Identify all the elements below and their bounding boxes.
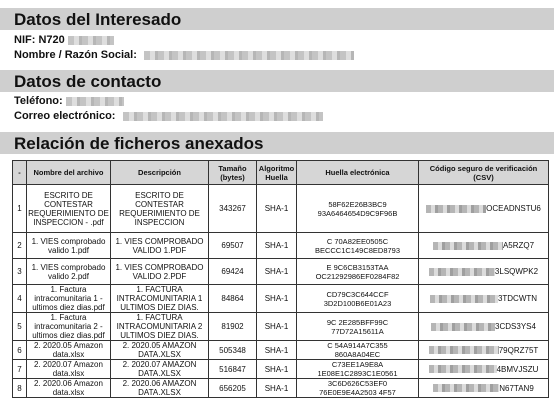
nif-value: N720 bbox=[38, 34, 65, 46]
row-index: 2 bbox=[13, 233, 27, 259]
hash-line-2: OC21292986EF0284F82 bbox=[315, 271, 400, 281]
file-size: 81902 bbox=[209, 313, 257, 341]
file-hash bbox=[297, 341, 419, 360]
file-name: 2. 2020.05 Amazon data.xlsx bbox=[27, 341, 111, 360]
file-description: 1. FACTURA INTRACOMUNITARIA 1 ULTIMOS DIEZ DIAS. bbox=[111, 285, 209, 313]
nombre-label: Nombre / Razón Social: bbox=[14, 49, 137, 61]
col-header-nombre: Nombre del archivo bbox=[27, 161, 111, 185]
section-interesado bbox=[0, 0, 554, 63]
file-csv bbox=[419, 360, 549, 379]
hash-line-2: BECCC1C149C8ED8793 bbox=[314, 245, 401, 255]
csv-visible: 4BMVJSZU bbox=[496, 364, 539, 374]
section-ficheros bbox=[0, 124, 554, 398]
col-header-tamano: Tamaño (bytes) bbox=[209, 161, 257, 185]
file-hash bbox=[297, 313, 419, 341]
file-name: ESCRITO DE CONTESTAR REQUERIMIENTO DE INSPECCION - .pdf bbox=[27, 185, 111, 233]
redaction-csv bbox=[433, 384, 499, 392]
row-index: 3 bbox=[13, 259, 27, 285]
hash-line-1: E 9C6CB3153TAA bbox=[326, 262, 389, 272]
col-header-csv: Código seguro de verificación (CSV) bbox=[419, 161, 549, 185]
section-title-interesado: Datos del Interesado bbox=[0, 8, 554, 30]
file-csv bbox=[419, 285, 549, 313]
redaction-nif bbox=[68, 36, 114, 45]
csv-visible: N67TAN9 bbox=[499, 383, 534, 393]
table-row bbox=[13, 379, 549, 398]
files-table bbox=[12, 160, 549, 398]
row-index: 4 bbox=[13, 285, 27, 313]
file-hash bbox=[297, 360, 419, 379]
file-algorithm: SHA-1 bbox=[257, 285, 297, 313]
file-algorithm: SHA-1 bbox=[257, 313, 297, 341]
file-csv bbox=[419, 259, 549, 285]
table-row bbox=[13, 259, 549, 285]
file-csv bbox=[419, 185, 549, 233]
file-hash bbox=[297, 259, 419, 285]
nif-row bbox=[0, 33, 554, 48]
col-header-algoritmo: Algoritmo Huella bbox=[257, 161, 297, 185]
file-hash bbox=[297, 285, 419, 313]
table-row bbox=[13, 341, 549, 360]
file-name: 1. Factura intracomunitaria 1 - ultimos diez dias.pdf bbox=[27, 285, 111, 313]
file-name: 1. Factura intracomunitaria 2 - ultimos diez dias.pdf bbox=[27, 313, 111, 341]
redaction-nombre bbox=[144, 51, 354, 60]
file-hash bbox=[297, 185, 419, 233]
file-algorithm: SHA-1 bbox=[257, 360, 297, 379]
file-description: 1. VIES COMPROBADO VALIDO 2.PDF bbox=[111, 259, 209, 285]
table-row bbox=[13, 285, 549, 313]
hash-line-2: 3D2D100B6E01A23 bbox=[323, 298, 392, 308]
hash-line-1: C 70A82EE0505C bbox=[326, 236, 389, 246]
file-name: 2. 2020.07 Amazon data.xlsx bbox=[27, 360, 111, 379]
section-title-ficheros: Relación de ficheros anexados bbox=[0, 132, 554, 154]
redaction-csv bbox=[429, 365, 497, 373]
col-header-descripcion: Descripción bbox=[111, 161, 209, 185]
telefono-label: Teléfono: bbox=[14, 95, 63, 107]
telefono-row bbox=[0, 94, 554, 109]
hash-line-2: 77D72A15611A bbox=[331, 326, 384, 336]
file-csv bbox=[419, 313, 549, 341]
file-description: 1. FACTURA INTRACOMUNITARIA 2 ULTIMOS DIEZ DIAS. bbox=[111, 313, 209, 341]
correo-label: Correo electrónico: bbox=[14, 110, 116, 122]
file-csv bbox=[419, 233, 549, 259]
file-size: 84864 bbox=[209, 285, 257, 313]
redaction-correo bbox=[123, 112, 323, 121]
csv-visible: 3CDS3YS4 bbox=[495, 322, 536, 331]
file-hash bbox=[297, 379, 419, 398]
file-name: 2. 2020.06 Amazon data.xlsx bbox=[27, 379, 111, 398]
hash-line-1: C 54A914A7C355 bbox=[327, 341, 388, 350]
nombre-row bbox=[0, 48, 554, 63]
csv-visible: 3LSQWPK2 bbox=[494, 267, 539, 276]
csv-visible: 79QRZ75T bbox=[498, 345, 539, 355]
file-algorithm: SHA-1 bbox=[257, 379, 297, 398]
hash-line-1: 58F62E26B3BC9 bbox=[328, 199, 387, 209]
table-row bbox=[13, 233, 549, 259]
file-description: 2. 2020.07 AMAZON DATA.XLSX bbox=[111, 360, 209, 379]
redaction-csv bbox=[433, 242, 503, 250]
hash-line-2: 93A6464654D9C9F96B bbox=[317, 208, 398, 218]
nif-label: NIF: bbox=[14, 34, 36, 46]
file-size: 656205 bbox=[209, 379, 257, 398]
file-csv bbox=[419, 341, 549, 360]
hash-line-1: 9C 2E285BFF99C bbox=[326, 317, 389, 327]
redaction-csv bbox=[430, 295, 498, 303]
hash-line-1: 3C6D626C53EF0 bbox=[327, 379, 388, 388]
file-size: 69507 bbox=[209, 233, 257, 259]
file-size: 505348 bbox=[209, 341, 257, 360]
col-header-huella: Huella electrónica bbox=[297, 161, 419, 185]
hash-line-2: 1E08E1C2893C1E0561 bbox=[317, 369, 398, 378]
table-row bbox=[13, 313, 549, 341]
file-algorithm: SHA-1 bbox=[257, 259, 297, 285]
row-index: 7 bbox=[13, 360, 27, 379]
file-description: ESCRITO DE CONTESTAR REQUERIMIENTO DE INSPECCION bbox=[111, 185, 209, 233]
file-description: 2. 2020.06 AMAZON DATA.XLSX bbox=[111, 379, 209, 398]
file-name: 1. VIES comprobado valido 2.pdf bbox=[27, 259, 111, 285]
section-title-contacto: Datos de contacto bbox=[0, 70, 554, 92]
file-size: 69424 bbox=[209, 259, 257, 285]
hash-line-2: 76E0E9E4A2503 4F57 bbox=[319, 388, 396, 397]
table-row bbox=[13, 360, 549, 379]
file-description: 2. 2020.05 AMAZON DATA.XLSX bbox=[111, 341, 209, 360]
hash-line-1: C73EE1A9E8A bbox=[331, 360, 384, 369]
correo-row bbox=[0, 109, 554, 124]
file-algorithm: SHA-1 bbox=[257, 341, 297, 360]
row-index: 5 bbox=[13, 313, 27, 341]
redaction-csv bbox=[429, 346, 499, 354]
row-index: 8 bbox=[13, 379, 27, 398]
redaction-csv bbox=[426, 205, 486, 213]
file-algorithm: SHA-1 bbox=[257, 233, 297, 259]
file-description: 1. VIES COMPROBADO VALIDO 1.PDF bbox=[111, 233, 209, 259]
redaction-csv bbox=[431, 323, 495, 331]
table-row bbox=[13, 185, 549, 233]
file-name: 1. VIES comprobado valido 1.pdf bbox=[27, 233, 111, 259]
file-hash bbox=[297, 233, 419, 259]
file-csv bbox=[419, 379, 549, 398]
csv-visible: 3TDCWTN bbox=[497, 294, 538, 303]
file-algorithm: SHA-1 bbox=[257, 185, 297, 233]
row-index: 6 bbox=[13, 341, 27, 360]
table-header-row bbox=[13, 161, 549, 185]
section-contacto bbox=[0, 63, 554, 124]
col-header-index: - bbox=[13, 161, 27, 185]
file-size: 516847 bbox=[209, 360, 257, 379]
redaction-csv bbox=[429, 268, 495, 276]
csv-visible: A5RZQ7 bbox=[502, 241, 535, 250]
row-index: 1 bbox=[13, 185, 27, 233]
hash-line-1: CD79C3C644CCF bbox=[326, 289, 389, 299]
hash-line-2: 860A8A04EC bbox=[334, 350, 381, 359]
csv-visible: OCEADNSTU6 bbox=[486, 204, 541, 213]
file-size: 343267 bbox=[209, 185, 257, 233]
redaction-telefono bbox=[66, 97, 124, 106]
